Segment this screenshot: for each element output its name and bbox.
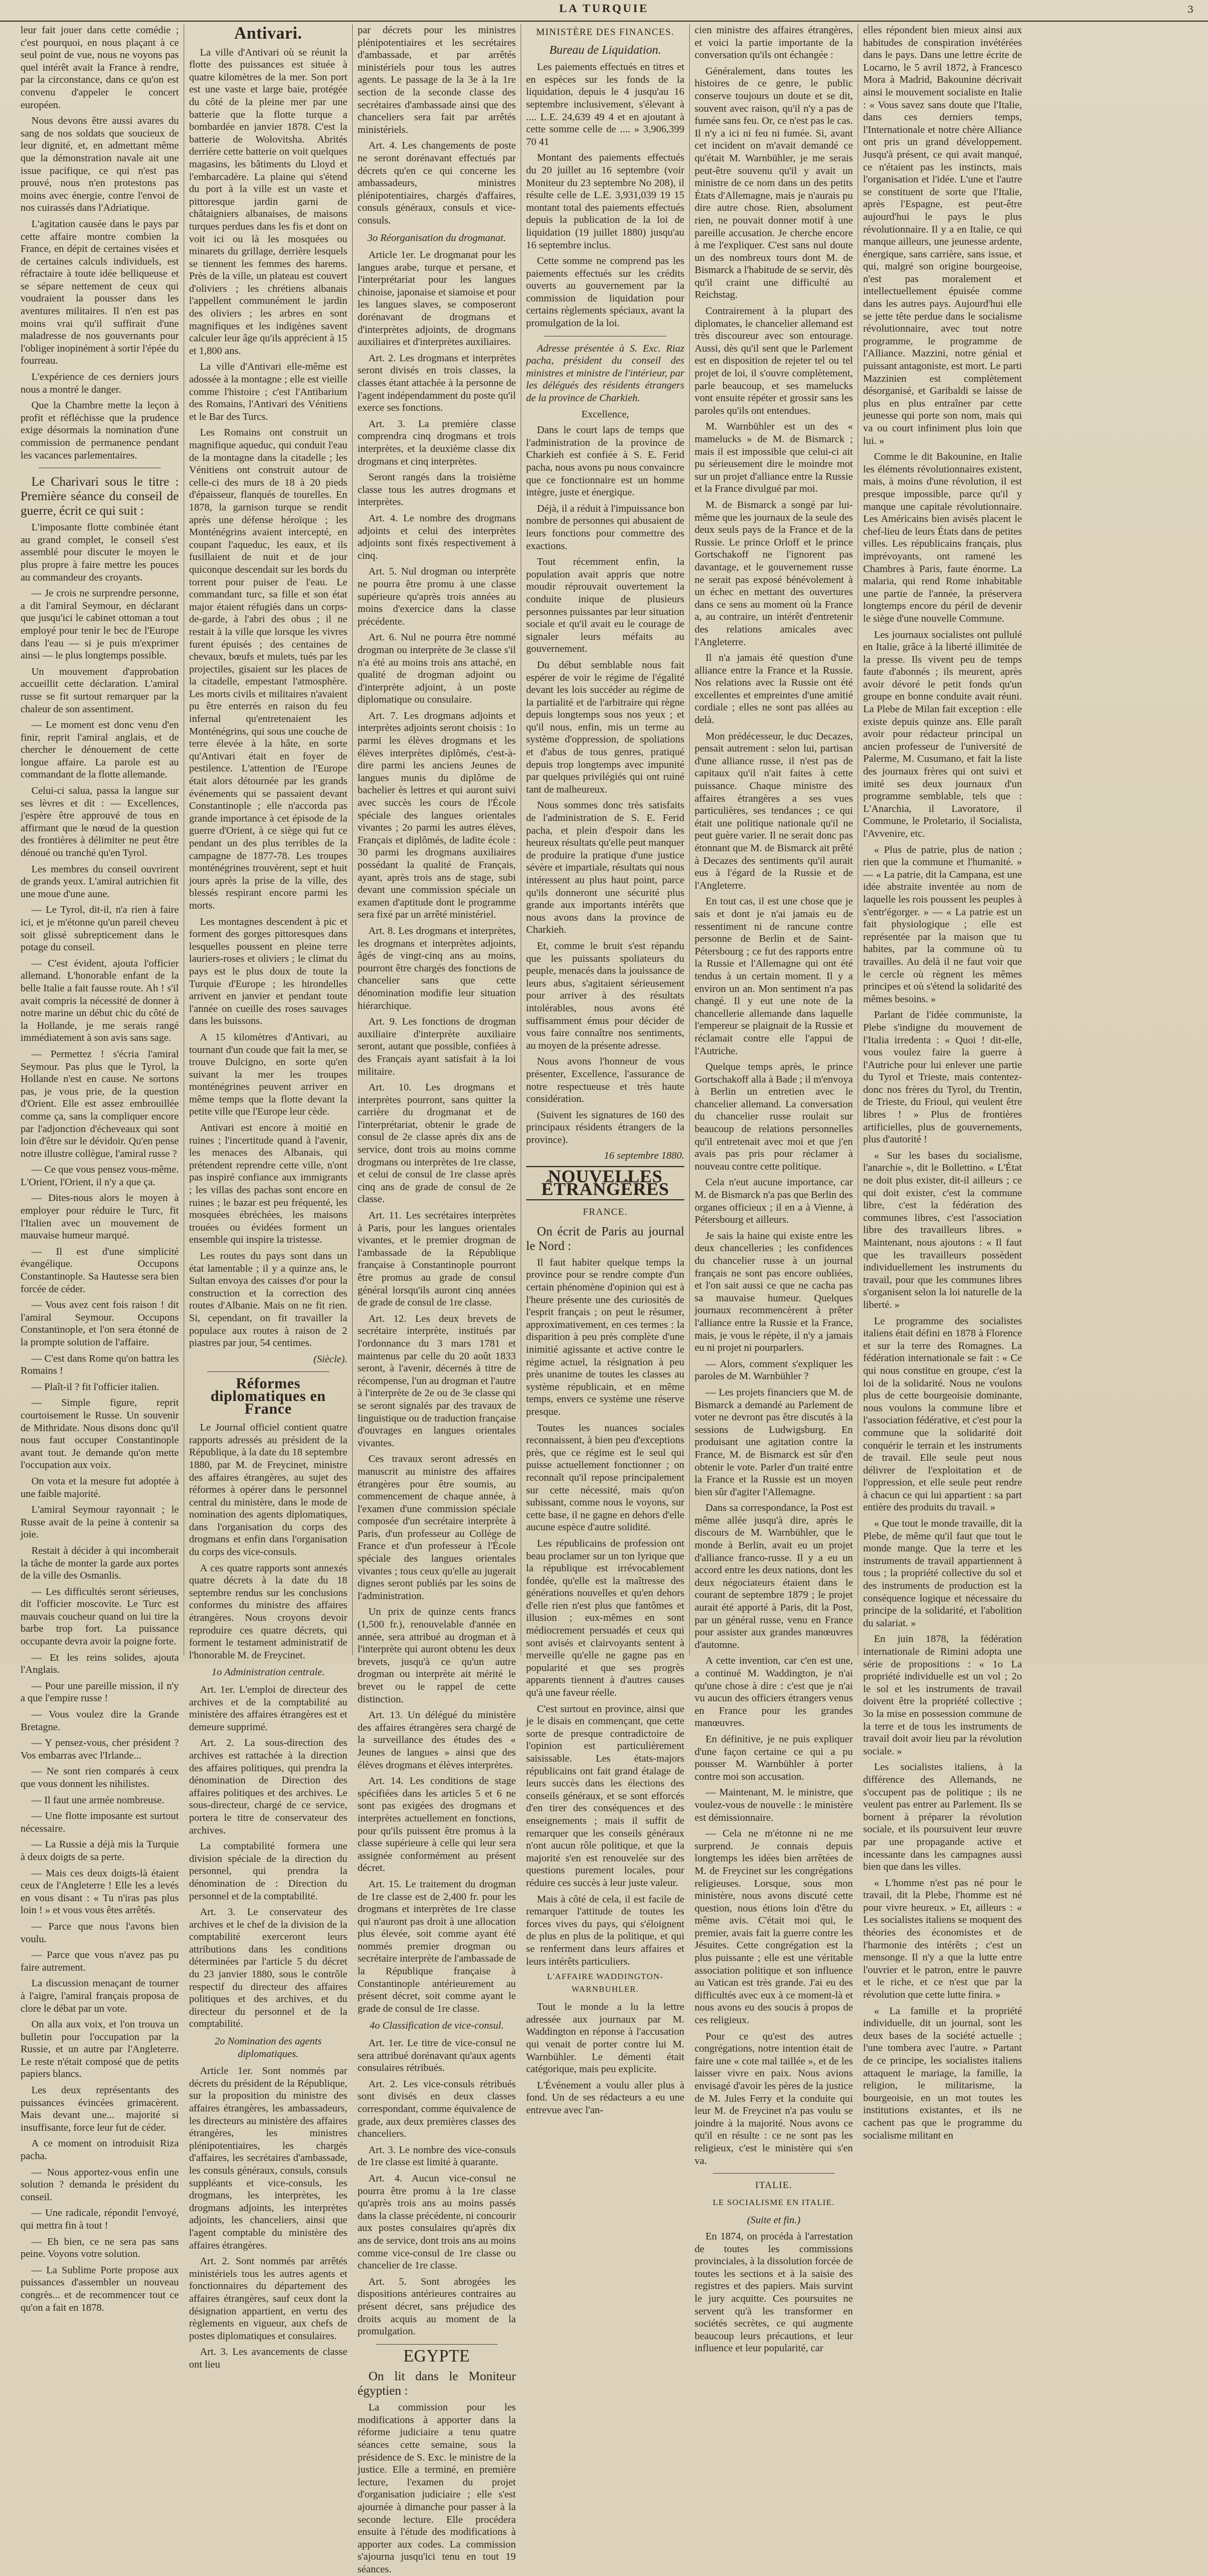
paragraph: Le Journal officiel contient quatre rapports adressés au président de la République, à la date du 18 septembre 1880, par M. de Freycinet, ministre des affaires étrangères, au sujet des réformes à opérer dans le personnel central du ministère, dans le mode de nomination des agents diplomatiques, dans l'organisation du corps des drogmans et enfin dans l'organisation du corps des vice-consuls. bbox=[189, 1422, 347, 1558]
paragraph: M. Warnbühler est un des « mamelucks » de M. de Bismarck ; mais il est impossible que celui-ci ait pu sérieusement dire le moindre mot sur un projet d'alliance entre la Russie et la France divulgué par moi. bbox=[695, 420, 853, 495]
masthead bbox=[0, 0, 1208, 22]
paragraph: — Je crois ne surprendre personne, a dit l'amiral Seymour, en déclarant que jusqu'ici le cabinet ottoman a tout employé pour tenir le bec de l'Europe dans l'eau — si je puis m'exprimer ainsi — le plus longtemps possible. bbox=[21, 587, 179, 662]
paragraph: Les socialistes italiens, à la différence des Allemands, ne s'occupent pas de politique ; ils ne veulent pas entrer au Parlement. Ils se bornent à préparer la révolution sociale, et ils poursuivent leur œuvre par une propagande active et incessante dans les campagnes aussi bien que dans les villes. bbox=[863, 1761, 1022, 1873]
page-number: 3 bbox=[1187, 4, 1194, 15]
paragraph: Dans sa correspondance, la Post est même allée jusqu'à dire, après le discours de M. Warnbühler, que le monde à Berlin, avait eu un projet d'alliance franco-russe. Il y a eu un accord entre les deux nations, dont les deux négociateurs étaient dans le courant de septembre 1879 ; le projet aurait été apporté à Paris, dit la Post, par un général russe, venu en France pour assister aux grandes manœuvres d'automne. bbox=[695, 1502, 853, 1650]
paragraph: Les Romains ont construit un magnifique aqueduc, qui conduit l'eau de la montagne dans la citadelle ; les Vénitiens ont construit autour de celle-ci des murs de 18 à 20 pieds d'épaisseur, flanqués de tourelles. En 1878, la garnison turque se rendit après une défense héroïque ; les Monténégrins avaient intercepté, en coupant l'aqueduc, les eaux, et ils fusillaient de nuit et de jour quiconque descendait sur les bords du torrent pour puiser de l'eau. Le commandant turc, sa fille et son état major étaient réfugiés dans un corps-de-garde, à l'abri des obus ; il ne restait à la ville que lorsque les vivres furent épuisés ; des centaines de chevaux, bœufs et mulets, tués par les projectiles, gisaient sur les places de la citadelle, empestant l'atmosphère. Les morts civils et militaires n'avaient pu être enterrés en raison du feu infernal qu'entretenaient les Monténégrins, qui sous une couche de terre élevée à la hâte, en sorte qu'Antivari était en foyer de pestilence. L'attention de l'Europe était alors détournée par les grands événements qui se passaient devant Constantinople ; elle n'accorda pas grande importance à cet épisode de la guerre d'Orient, à ce siège qui fut ce pendant un des plus terribles de la campagne de 1877-78. Les troupes monténégrines trouvèrent, sept et huit jours après la prise de la ville, des blessés respirant encore parmi les morts. bbox=[189, 427, 347, 911]
paragraph: Les républicains de profession ont beau proclamer sur un ton lyrique que la république est irrévocablement fondée, qu'elle est la maîtresse des générations nouvelles et qu'en dehors d'elle rien n'est plus que fantômes et illusion ; eux-mêmes en sont médiocrement persuadés et ceux qui sont avisés et clairvoyants sentent à merveille qu'elle ne gagne pas en popularité et que ses progrès apparents tiennent à d'autres causes qu'à une faveur réelle. bbox=[526, 1537, 684, 1699]
paragraph: — Et les reins solides, ajouta l'Anglais. bbox=[21, 1651, 179, 1676]
paragraph: — Nous apportez-vous enfin une solution ? demanda le président du conseil. bbox=[21, 2166, 179, 2203]
paragraph: Montant des paiements effectués du 20 juillet au 16 septembre (voir Moniteur du 23 septembre No 208), il résulte celle de L.E. 3,931,039 19 15 montant total des paiements effectués depuis la publication de la loi de liquidation (19 juillet 1880) jusqu'au 16 septembre inclus. bbox=[526, 152, 684, 251]
paragraph: — Vous avez cent fois raison ! dit l'amiral Seymour. Occupons Constantinople, et l'on sera étonné de la prompte solution de l'affaire. bbox=[21, 1299, 179, 1348]
columns bbox=[16, 24, 1197, 2575]
paragraph: Toutes les nuances sociales reconnaissent, à bien peu d'exceptions près, que ce régime est le seul qui puisse actuellement fonctionner ; on reconnaît qu'il repose principalement sur cette nécessité, mais qu'on subissant, comme nous le voyons, sur cette base, il ne gagne en dehors d'elle aucune espèce d'autre solidité. bbox=[526, 1422, 684, 1533]
column-4 bbox=[521, 24, 690, 2116]
paragraph: En tout cas, il est une chose que je sais et dont je n'ai jamais eu de ressentiment ni de rancune contre personne de Berlin et de Saint-Pétersbourg ; ce fut des rapports entre la Russie et l'Allemagne qui ont été tendus à un certain moment. Il y a environ un an. Mon sentiment n'a pas changé. Il y eut une note de la chancellerie allemande dans laquelle l'empereur se plaignait de la Russie et réclamait contre elle l'appui de l'Autriche. bbox=[695, 895, 853, 1057]
paragraph: L'expérience de ces derniers jours nous a montré le danger. bbox=[21, 371, 179, 395]
paragraph: — Ce que vous pensez vous-même. L'Orient, l'Orient, il n'y a que ça. bbox=[21, 1164, 179, 1188]
paragraph: Les montagnes descendent à pic et forment des gorges pittoresques dans lesquelles poussent en pleine terre lauriers-roses et oliviers ; le climat du pays est le plus doux de toute la Turquie d'Europe ; les hirondelles arrivent en janvier et pendant toute l'année on cueille des roses sauvages dans les buissons. bbox=[189, 915, 347, 1027]
subheading: 1o Administration centrale. bbox=[211, 1666, 325, 1678]
paragraph: Art. 4. Les changements de poste ne seront dorénavant effectués par décrets qu'en ce qui concerne les ambassadeurs, ministres plénipotentiaires, chargés d'affaires, consuls généraux, consuls et vice-consuls. bbox=[358, 140, 516, 226]
paragraph: — Le Tyrol, dit-il, n'a rien à faire ici, et je m'étonne qu'un pareil cheveu soit glissé subrepticement dans le potage du conseil. bbox=[21, 904, 179, 953]
subheading: 3o Réorganisation du drogmanat. bbox=[367, 231, 506, 243]
paragraph: — Ne sont rien comparés à ceux que vous donnent les nihilistes. bbox=[21, 1765, 179, 1789]
paragraph: Art. 13. Un délégué du ministère des affaires étrangères sera chargé de la surveillance des études des « Jeunes de langues » ainsi que des élèves drogmans et élèves interprètes. bbox=[358, 1709, 516, 1771]
paragraph: elles répondent bien mieux ainsi aux habitudes de conspiration invétérées dans le pays. Dans une lettre écrite de Locarno, le 5 avril 1872, à Francesco Mora à Madrid, Bakounine décrivait ainsi le mouvement socialiste en Italie : « Vous savez sans doute que l'Italie, dans ces derniers temps, l'Internationale et notre chère Alliance ont pris un grand développement. Jusqu'à présent, ce qui avait manqué, ce n'étaient pas les instincts, mais l'organisation et l'idée. L'une et l'autre se constituent de sorte que l'Italie, après l'Espagne, est peut-être aujourd'hui le pays le plus révolutionnaire. Il y a en Italie, ce qui manque ailleurs, une jeunesse ardente, énergique, sans carrière, sans issue, et qui, malgré son origine bourgeoise, n'est pas moralement et intellectuellement épuisée comme dans les autres pays. Aujourd'hui elle se jette tête perdue dans le socialisme révolutionnaire, avec tout notre programme, le programme de l'Alliance. Mazzini, notre génial et puissant antagoniste, est mort. Le parti Mazzinien est complètement désorganisé, et Garibaldi se laisse de plus en plus entraîner par cette jeunesse qui porte son nom, mais qui va ou court infiniment plus loin que lui. » bbox=[863, 24, 1022, 446]
subheading-note: (Suite et fin.) bbox=[747, 2214, 801, 2226]
paragraph: Un prix de quinze cents francs (1,500 fr.), renouvelable d'année en année, sera attribué au drogman et à l'interprète qui auront obtenu les deux brevets, jusqu'à ce qu'un autre drogman ou interprète ait mérité le brevet ou le rappel de cette distinction. bbox=[358, 1606, 516, 1705]
paragraph: « Plus de patrie, plus de nation ; rien que la commune et l'humanité. » — « La patrie, dit la Campana, est une idée abstraite inventée au nom de laquelle les rois poussent les peuples à s'entr'égorger. » — « La patrie est un fait physiologique ; elle est représentée par la maison que tu habites, par la commune où tu travailles. Au delà il ne faut voir que le cercle où règnent les mêmes principes et où s'étend la solidarité des mêmes besoins. » bbox=[863, 843, 1022, 1005]
paragraph: Antivari est encore à moitié en ruines ; l'incertitude quand à l'avenir, les menaces des Albanais, qui prétendent reprendre cette ville, n'ont pas inspiré confiance aux immigrants ; les villas des pachas sont encore en ruines ; le bazar est peu fréquenté, les mosquées ébréchées, les maisons trouées ou évidées forment un ensemble qui inspire la tristesse. bbox=[189, 1122, 347, 1246]
paragraph: Les membres du conseil ouvrirent de grands yeux. L'amiral autrichien fit une moue d'une aune. bbox=[21, 863, 179, 900]
paragraph: En définitive, je ne puis expliquer d'une façon certaine ce qui a pu pousser M. Warnbühler à porter contre moi son accusation. bbox=[695, 1733, 853, 1782]
paragraph: — La Sublime Porte propose aux puissances d'assembler un nouveau congrès... et de recommencer tout ce qu'on a fait en 1878. bbox=[21, 2264, 179, 2313]
paragraph: leur fait jouer dans cette comédie ; c'est pourquoi, en nous plaçant à ce seul point de vue, nous ne voyons pas quel intérêt avait la France à rendre, par la circonstance, dans ce qu'on est convenu d'appeler le concert européen. bbox=[21, 24, 179, 111]
subheading: L'AFFAIRE WADDINGTON-WARNBUHLER. bbox=[547, 1972, 664, 1994]
paragraph: — Les difficultés seront sérieuses, dit l'officier moscovite. Le Turc est mauvais coucheur quand on lui tire la barbe trop fort. La puissance occupante devra avoir la poigne forte. bbox=[21, 1585, 179, 1647]
lead-paragraph: On écrit de Paris au journal le Nord : bbox=[526, 1223, 684, 1253]
paragraph: Cela n'eut aucune importance, car M. de Bismarck n'a pas que Berlin des organes officieux ; il en a à Vienne, à Pétersbourg et ailleurs. bbox=[695, 1176, 853, 1226]
paragraph: Art. 11. Les secrétaires interprètes à Paris, pour les langues orientales vivantes, et le premier drogman de l'ambassade de la République française à Constantinople pourront être promus au grade de consul général lorsqu'ils auront cinq années de grade de consul de 1re classe. bbox=[358, 1209, 516, 1309]
paragraph: Contrairement à la plupart des diplomates, le chancelier allemand est très discoureur avec son entourage. Aussi, dès qu'il sent que le Parlement est en disposition de rejeter tel ou tel projet de loi, il s'ouvre complètement, parle beaucoup, et ses mamelucks vont ensuite répéter et grossir sans les paroles qu'ils ont entendues. bbox=[695, 305, 853, 416]
paragraph: — Plaît-il ? fit l'officier italien. bbox=[31, 1380, 159, 1393]
section-header: MINISTÈRE DES FINANCES. bbox=[536, 27, 675, 37]
paragraph: Quelque temps après, le prince Gortschakoff alla à Bade ; il m'envoya à Berlin un entretien avec le chancelier allemand. La conversation du chancelier russe roulait sur beaucoup de relations personnelles qu'il entretenait avec moi et que j'en avais pas pris pour réclamer à nouveau contre cette politique. bbox=[695, 1061, 853, 1172]
paragraph: par décrets pour les ministres plénipotentiaires et les secrétaires d'ambassade, et par arrêtés ministériels pour tous les autres agents. Le passage de la 3e à la 1re section de la seconde classe des secrétaires d'ambassade ainsi que des chanceliers sera fait par arrêtés ministériels. bbox=[358, 24, 516, 135]
paragraph: Art. 12. Les deux brevets de secrétaire interprète, institués par l'ordonnance du 3 mars 1781 et maintenus par celle du 20 août 1833 seront, à l'avenir, décernés à titre de récompense, l'un au drogman et l'autre à l'interprète de 2e ou de 3e classe qui se seront signalés par des travaux de linguistique ou de traduction française d'ouvrages en langues orientales vivantes. bbox=[358, 1312, 516, 1449]
paragraph: Comme le dit Bakounine, en Italie les éléments révolutionnaires existent, mais, à moins d'une révolution, il est presque impossible, parce qu'il y manque une capitale révolutionnaire. Les Américains bien avisés placent le chef-lieu de leurs États dans de petites villes. Les républicains français, plus imprévoyants, ont ramené les Chambres à Paris, faute énorme. La malaria, qui rend Rome inhabitable une partie de l'année, la préservera longtemps encore du péril de devenir le siège d'une nouvelle Commune. bbox=[863, 451, 1022, 624]
paragraph: Art. 8. Les drogmans et interprètes, les drogmans et interprètes adjoints, âgés de vingt-cinq ans au moins, pourront être chargés des fonctions de chancelier sans que cette dénomination modifie leur situation hiérarchique. bbox=[358, 924, 516, 1011]
paragraph: Le programme des socialistes italiens était défini en 1878 à Florence et sur la terre des Romagnes. La fédération internationale se fait : « Ce qui nous constitue en groupe, c'est la loi de la solidarité. Nous ne voulons plus de cette bourgeoisie dominante, nous voulons la commune libre et l'association fédérative, et c'est pour la commune que la solidarité doit conquérir le terrain et les instruments de travail. Elle seule peut nous délivrer de l'exploitation et de l'oppression, et elle seule peut rendre à chacun ce qui lui appartient : sa part entière des produits du travail. » bbox=[863, 1315, 1022, 1513]
paragraph: Art. 14. Les conditions de stage spécifiées dans les articles 5 et 6 ne sont pas exigées des drogmans et interprètes actuellement en fonctions, pour qu'ils puissent être promus à la classe supérieure à celle qui leur sera assignée conformément au présent décret. bbox=[358, 1775, 516, 1874]
paragraph: — La Russie a déjà mis la Turquie à deux doigts de sa perte. bbox=[21, 1838, 179, 1863]
paragraph: Pour ce qu'est des autres congrégations, notre intention était de faire une « cote mal taillée », et de les laisser vivre en paix. Nous avions envisagé d'avoir les pères de la justice de M. Jules Ferry et la conduite qui leur M. de Freycinet n'a pas voulu se joindre à la majorité. Nous avons ce qu'il en résulte : ce ne sont pas les religieux, c'est le ministère qui s'en va. bbox=[695, 2030, 853, 2166]
article-heading-egypte: EGYPTE bbox=[403, 2346, 471, 2366]
paragraph: Art. 2. Les drogmans et interprètes seront divisés en trois classes, la classes étant attachée à la personne de l'agent indépendamment du poste qu'il exerce ses fonctions. bbox=[358, 352, 516, 414]
column-6 bbox=[858, 24, 1027, 2141]
lead-paragraph: Le Charivari sous le titre : Première séance du conseil de guerre, écrit ce qui suit : bbox=[21, 474, 179, 518]
divider bbox=[713, 2173, 835, 2174]
newspaper-title: LA TURQUIE bbox=[559, 2, 649, 15]
paragraph: Il n'a jamais été question d'une alliance entre la France et la Russie. Nos relations avec la Russie ont été excellentes et empreintes d'une amitié cordiale ; elles ne sont pas allées au delà. bbox=[695, 652, 853, 726]
paragraph: — Mais ces deux doigts-là étaient ceux de l'Angleterre ! Elle les a levés en vous disant : « Tu n'iras pas plus loin ! » et vous vous êtes arrêtés. bbox=[21, 1867, 179, 1916]
column-1 bbox=[16, 24, 184, 2313]
paragraph: Art. 3. La première classe comprendra cinq drogmans et trois interprètes, et la deuxième classe dix drogmans et cinq interprètes. bbox=[358, 417, 516, 467]
paragraph: Art. 1er. L'emploi de directeur des archives et de la comptabilité au ministère des affaires étrangères est et demeure supprimé. bbox=[189, 1684, 347, 1733]
paragraph: (Suivent les signatures de 160 des principaux résidents étrangers de la province). bbox=[526, 1109, 684, 1145]
paragraph: En 1874, on procéda à l'arrestation de toutes les commissions provinciales, à la dissolution forcée de toutes les sections et à la saisie des registres et des papiers. Mais survint le jury acquitte. Ces poursuites ne servent qu'à les transformer en sociétés secrètes, ce qui augmente beaucoup leurs précautions, et leur influence et leur popularité, car bbox=[695, 2230, 853, 2354]
paragraph: Art. 6. Nul ne pourra être nommé drogman ou interprète de 3e classe s'il n'a été au moins trois ans attaché, en qualité de drogman adjoint ou d'interprète adjoint, à un poste diplomatique ou consulaire. bbox=[358, 631, 516, 706]
paragraph: — Parce que nous l'avons bien voulu. bbox=[21, 1920, 179, 1945]
paragraph: L'agitation causée dans le pays par cette affaire montre combien la France, en dépit de certaines visées et de certaines calculs individuels, est réfractaire à toute idée belliqueuse et se sépare nettement de ceux qui voudraient la pousser dans les aventures militaires. Il n'en est pas moins vrai qu'il suffirait d'une maladresse de nos gouvernants pour l'obliger inopinément à sortir l'épée du fourreau. bbox=[21, 217, 179, 367]
column-5 bbox=[690, 24, 858, 2354]
paragraph: Tout récemment enfin, la population avait appris que notre moudir réprouvait ouvertement la conduite inique de plusieurs personnes puissantes par leur situation sociale et qu'il avait eu le courage de signaler leurs méfaits au gouvernement. bbox=[526, 556, 684, 655]
paragraph: — Pour une pareille mission, il n'y a que l'empire russe ! bbox=[21, 1679, 179, 1704]
paragraph: Les journaux socialistes ont pullulé en Italie, grâce à la liberté illimitée de la presse. Ils vivent peu de temps faute d'abonnés ; ils meurent, après avoir dévoré le petit fonds qu'un groupe en bonne conduite avait réuni. La Plebe de Milan fait exception : elle existe depuis quinze ans. Elle paraît avoir pour rédacteur principal un ancien professeur de l'université de Palerme, M. Cusumano, et fait la liste des journaux frères qui ont suivi et imité ses deux journaux d'un programme semblable, tels que : L'Anarchia, il Lavoratore, il Commune, le Proletario, il Socialista, l'Avvenire, etc. bbox=[863, 628, 1022, 839]
paragraph: Les routes du pays sont dans un état lamentable ; il y a quinze ans, le Sultan envoya des caisses d'or pour la construction et la correction des routes d'Albanie. Mais on ne fit rien. Si, cependant, on fit travailler la populace aux routes à raison de 2 piastres par jour, 54 centimes. bbox=[189, 1250, 347, 1349]
subheading: 4o Classification de vice-consul. bbox=[370, 2020, 504, 2032]
paragraph: Tout le monde a lu la lettre adressée aux journaux par M. Waddington en réponse à l'accusation qui venait de porter contre lui M. Warnbühler. Le démenti était catégorique, mais peu explicite. bbox=[526, 2001, 684, 2075]
paragraph: Art. 1er. Le titre de vice-consul ne sera attribué dorénavant qu'aux agents consulaires rétribués. bbox=[358, 2037, 516, 2074]
paragraph: A ce moment on introduisit Riza pacha. bbox=[21, 2137, 179, 2162]
paragraph: Nous avons l'honneur de vous présenter, Excellence, l'assurance de notre respectueuse et très haute considération. bbox=[526, 1055, 684, 1105]
paragraph: Les deux représentants des puissances évincées grimacèrent. Mais devant une... majorité si insuffisante, force leur fut de céder. bbox=[21, 2084, 179, 2133]
paragraph: Un mouvement d'approbation accueillit cette déclaration. L'amiral russe se fit surtout remarquer par la chaleur de son assentiment. bbox=[21, 665, 179, 715]
paragraph: La ville d'Antivari où se réunit la flotte des puissances est située à quatre kilomètres de la mer. Son port est une vaste et large baie, protégée du côté de la pleine mer par une batterie que la flotte turque a bombardée en janvier 1878. C'est la batterie de Wolovitsha. Abrités derrière cette batterie on voit quelques magasins, les bâtiments du Lloyd et l'embarcadère. La plaine qui s'étend du port à la ville est un vaste et pittoresque jardin garni de châtaigniers albanaises, de maisons turques perdues dans les fis et dont on voit ici ou là les mosquées ou minarets du grillage, derrière lesquels se tiennent les femmes des harems. Près de la ville, un plateau est couvert d'oliviers ; les chrétiens albanais l'appellent communément le jardin des oliviers ; les arbres en sont magnifiques et les indigènes savent calculer leur âge qu'ils apprécient à 15 et 1,800 ans. bbox=[189, 46, 347, 356]
paragraph: « Sur les bases du socialisme, l'anarchie », dit le Bollettino. « L'État ne doit plus exister, dit-il ailleurs ; ce qui doit exister, c'est la commune libre, c'est la fédération des communes libres, c'est l'association libre des travailleurs libres. » Maintenant, nous ajoutons : « Il faut que les travailleurs possèdent individuellement les instruments du travail, pour que les communes libres s'organisent selon la loi naturelle de la liberté. » bbox=[863, 1149, 1022, 1310]
paragraph: Art. 3. Les avancements de classe ont lieu bbox=[189, 2346, 347, 2370]
paragraph: Cette somme ne comprend pas les paiements effectués sur les crédits ouverts au gouvernement par la commission de liquidation pour certains règlements spéciaux, avant la promulgation de la loi. bbox=[526, 255, 684, 329]
paragraph: — Le moment est donc venu d'en finir, reprit l'amiral anglais, et de chercher le dénouement de cette longue affaire. La parole est au commandant de la flotte allemande. bbox=[21, 719, 179, 781]
paragraph: Art. 2. Sont nommés par arrêtés ministériels tous les autres agents et fonctionnaires du département des affaires étrangères, sauf ceux dont la désignation appartient, en vertu des règlements en vigueur, aux chefs de postes diplomatiques et consulaires. bbox=[189, 2255, 347, 2342]
paragraph: En juin 1878, la fédération internationale de Rimini adopta une série de propositions : « 1o La propriété individuelle est un vol ; 2o le sol et les instruments de travail doivent être la propriété collective ; 3o la mise en possession commune de la terre et de tous les instruments de travail doit avoir lieu par la révolution sociale. » bbox=[863, 1633, 1022, 1757]
paragraph: Dans le court laps de temps que l'administration de la province de Charkieh est confiée à S. E. Ferid pacha, nous avons pu nous convaincre que ce fonctionnaire est un homme intègre, juste et énergique. bbox=[526, 424, 684, 498]
paragraph: Généralement, dans toutes les histoires de ce genre, le public conserve toujours un doute et se dit, souvent avec raison, qu'il n'y a pas de fumée sans feu. Or, ce n'est pas le cas. Il n'y a ici ni feu ni fumée. Si, avant cet incident on m'avait demandé ce qu'était M. Warnbühler, je me serais peut-être souvenu qu'il y avait un ministre de ce nom dans un des petits États d'Allemagne, mais je n'aurais pu dire autre chose. Rien, absolument rien, ne pouvait donner motif à une pareille accusation. Je cherche encore à me l'expliquer. C'est sans nul doute un des nombreux tours dont M. de Bismarck a l'habitude de se servir, dès qu'il craint une difficulté au Reichstag. bbox=[695, 65, 853, 301]
paragraph: Celui-ci salua, passa la langue sur ses lèvres et dit : — Excellences, j'espère être approuvé de tous en affirmant que le nœud de la question des frontières à délimiter ne peut être dénoué ou tranché qu'en Tyrol. bbox=[21, 785, 179, 859]
paragraph: M. de Bismarck a songé par lui-même que les journaux de la seule des deux seuls pays de la France et de la Russie. Le prince Orloff et le prince Gortschakoff ne l'ignorent pas davantage, et le gouvernement russe ne serait pas exposé bénévolement à un échec en mettant des ouvertures dans ce sens au moment où la France a, au contraire, un intérêt d'entretenir des relations amicales avec l'Angleterre. bbox=[695, 498, 853, 648]
paragraph: — Simple figure, reprit courtoisement le Russe. Un souvenir de Mithridate. Nous disons donc qu'il nous faut occuper Constantinople avant tout. Je demande qu'on mette l'occupation aux voix. bbox=[21, 1397, 179, 1471]
paragraph: — Dites-nous alors le moyen à employer pour réduire le Turc, fit l'Italien avec un mouvement de mauvaise humeur marqué. bbox=[21, 1192, 179, 1241]
paragraph: Du début semblable nous fait espérer de voir le régime de l'égalité devant les lois succéder au régime de la partialité et de l'arbitraire qui règne depuis longtemps sous nos yeux ; et qu'il nous, enfin, mis un terme au système d'oppression, de spoliations et d'abus de tous genres, pratiqué depuis trop longtemps avec impunité par quelques privilégiés qui ont ruiné tant de malheureux. bbox=[526, 658, 684, 795]
paragraph: Adresse présentée à S. Exc. Riaz pacha, président du conseil des ministres et ministre de l'intérieur, par les délégués des résidents étrangers de la province de Charkieh. bbox=[526, 342, 684, 404]
paragraph: Article 1er. Le drogmanat pour les langues arabe, turque et persane, et l'interprétariat pour les langues chinoise, japonaise et siamoise et pour les langues slaves, se composeront dorénavant de drogmans et d'interprètes adjoints, de drogmans auxiliaires et d'interprètes auxiliaires. bbox=[358, 249, 516, 348]
section-heading-nouvelles-etrangeres: NOUVELLES ÉTRANGÈRES bbox=[526, 1166, 684, 1200]
paragraph: Art. 7. Les drogmans adjoints et interprètes adjoints seront choisis : 1o parmi les élèves drogmans et les élèves interprètes diplômés, c'est-à-dire parmi les anciens Jeunes de langues munis du diplôme de bachelier ès lettres et qui auront suivi avec succès les cours de l'École spéciale des langues orientales vivantes ; 2o parmi les autres élèves, Français et diplômés, de ladite école : 30 parmi les drogmans auxiliaires possédant la qualité de Français, ayant, après trois ans de stage, subi devant une commission spéciale un examen d'aptitude dont le programme sera fixé par un arrêté ministériel. bbox=[358, 709, 516, 921]
paragraph: La comptabilité formera une division spéciale de la direction du personnel, qui prendra la dénomination de : Direction du personnel et de la comptabilité. bbox=[189, 1840, 347, 1902]
paragraph: Art. 3. Le nombre des vice-consuls de 1re classe est limité à quarante. bbox=[358, 2143, 516, 2168]
paragraph: — Cela ne m'étonne ni ne me surprend. Je connais depuis longtemps les idées bien arrêtées de M. de Freycinet sur les congrégations religieuses. Lorsque, sous mon ministère, nous avons discuté cette question, nous étions loin d'être du même avis. C'était moi qui, le premier, avais fait la guerre contre les Jésuites. Cette congrégation est la plus puissante ; elle est une véritable association politique et son influence au Vatican est très grande. J'ai eu des difficultés avec eux à ce moment-là et nous avons eu des soucis à propos de ces religieux. bbox=[695, 1827, 853, 2026]
country-heading: FRANCE. bbox=[582, 1207, 628, 1218]
paragraph: — Vous voulez dire la Grande Bretagne. bbox=[21, 1708, 179, 1733]
paragraph: Art. 4. Le nombre des drogmans adjoints et celui des interprètes adjoints sont fixés respectivement à cinq. bbox=[358, 512, 516, 561]
paragraph: Mon prédécesseur, le duc Decazes, pensait autrement : selon lui, partisan d'une alliance russe, il n'est pas de capitaux qu'il n'ait faites à cette puissance. Chaque ministre des affaires étrangères a ses vues particulières, ses tendances ; ce qui était une politique nationale qu'il ne peut guère varier. Il ne serait donc pas étonnant que M. de Bismarck ait prêté à Decazes des sentiments qu'il aurait eus à l'égard de la Russie et de l'Angleterre. bbox=[695, 730, 853, 891]
paragraph: C'est surtout en province, ainsi que je le disais en commençant, que cette sorte de presque contradictoire de l'opinion est particulièrement saisissable. Les états-majors républicains ont fait grand étalage de leurs succès dans les élections des conseils généraux, et se sont efforcés d'en tirer des conséquences et des enseignements ; mais il suffit de remarquer que les conseils généraux n'ont aucun rôle politique, et que la majorité s'en est renouvelée sur des questions purement locales, pour réduire ces succès à leur juste valeur. bbox=[526, 1702, 684, 1889]
paragraph: cien ministre des affaires étrangères, et voici la partie importante de la conversation qu'ils ont échangée : bbox=[695, 24, 853, 61]
paragraph: L'imposante flotte combinée étant au grand complet, le conseil s'est assemblé pour discuter le moyen le plus propre à faire mettre les pouces au commandeur des croyants. bbox=[21, 521, 179, 583]
date: 16 septembre 1880. bbox=[604, 1150, 684, 1162]
paragraph: — Il est d'une simplicité évangélique. Occupons Constantinople. Sa Hautesse sera bien forcée de céder. bbox=[21, 1245, 179, 1295]
divider bbox=[207, 1371, 329, 1372]
paragraph: — Une radicale, répondit l'envoyé, qui mettra fin à tout ! bbox=[21, 2207, 179, 2231]
paragraph: Nous devons être aussi avares du sang de nos soldats que soucieux de leur dignité, et, en admettant même que la démonstration navale ait une issue pacifique, ce qui n'est pas prouvé, nous n'en protestons pas moins avec énergie, contre l'envoi de nos cuirassés dans l'Adriatique. bbox=[21, 115, 179, 214]
paragraph: Art. 5. Sont abrogées les dispositions antérieures contraires au présent décret, sans préjudice des droits acquis au moment de la promulgation. bbox=[358, 2275, 516, 2337]
paragraph: Déjà, il a réduit à l'impuissance bon nombre de personnes qui abusaient de leurs fonctions pour commettre des exactions. bbox=[526, 502, 684, 552]
column-2 bbox=[184, 24, 353, 2370]
paragraph: Art. 4. Aucun vice-consul ne pourra être promu à la 1re classe qu'après trois ans au moins passés dans la classe précédente, ni concourir aux postes consulaires qu'après dix ans de service, dont trois ans au moins comme vice-consul de 1re classe ou chancelier de 1re classe. bbox=[358, 2172, 516, 2272]
lead-paragraph: On lit dans le Moniteur égyptien : bbox=[358, 2369, 516, 2398]
subheading: Bureau de Liquidation. bbox=[549, 43, 661, 57]
paragraph: Art. 10. Les drogmans et interprètes pourront, sans quitter la carrière du drogmanat et de l'interprétariat, obtenir le grade de consul de 2e classe après dix ans de service, dont trois au moins comme drogmans ou interprètes de 1re classe, et celui de consul de 1re classe après cinq ans de grade de consul de 2e classe. bbox=[358, 1081, 516, 1205]
paragraph: Art. 2. La sous-direction des archives est rattachée à la direction des affaires politiques, qui prendra la dénomination de Direction des affaires politiques et des archives. Le sous-directeur, chargé de ce service, portera le titre de conservateur des archives. bbox=[189, 1737, 347, 1836]
paragraph: Il faut habiter quelque temps la province pour se rendre compte d'un certain phénomène d'opinion qui est à l'heure présente une des curiosités de l'esprit français ; on peut le résumer, approximativement, en ces termes : la disparition à peu près complète d'une inimitié agissante et active contre le régime actuel, la résignation à peu près unanime de toutes les classes au système républicain, et en même temps, envers ce système une réserve presque. bbox=[526, 1256, 684, 1417]
paragraph: A cette invention, car c'en est une, a continué M. Waddington, je n'ai qu'une chose à dire : c'est que je n'ai vu aucun des officiers étrangers venus en France pour les grandes manœuvres. bbox=[695, 1655, 853, 1729]
paragraph: — C'est dans Rome qu'on battra les Romains ! bbox=[21, 1352, 179, 1377]
paragraph: Nous sommes donc très satisfaits de l'administration de S. E. Ferid pacha, et plein d'espoir dans les heureux résultats qu'elle peut manquer de produire la pratique d'une justice sévère et impartiale, résultats qui nous intéressent au plus haut point, parce qu'ils donneront une sécurité plus grande aux importants intérêts que nous avons dans la province de Charkieh. bbox=[526, 799, 684, 936]
paragraph: Art. 9. Les fonctions de drogman auxiliaire d'interprète auxiliaire seront, autant que possible, confiées à des Français ayant satisfait à la loi militaire. bbox=[358, 1016, 516, 1077]
paragraph: La discussion menaçant de tourner à l'aigre, l'amiral français proposa de clore le débat par un vote. bbox=[21, 1977, 179, 2014]
paragraph: L'amiral Seymour rayonnait ; le Russe avait de la peine à contenir sa joie. bbox=[21, 1504, 179, 1541]
paragraph: A 15 kilomètres d'Antivari, au tournant d'un coude que fait la mer, se trouve Dulcigno, en sorte qu'en suivant la mer les troupes monténégrines peuvent arriver en même temps que la flotte devant la petite ville que l'Europe leur cède. bbox=[189, 1031, 347, 1118]
paragraph: « La famille et la propriété individuelle, dit un journal, sont les deux bases de la société actuelle ; l'une tombera avec l'autre. » Partant de ce principe, les socialistes italiens attaquent le mariage, la famille, la religion, le militarisme, la bourgeoisie, en un mot toutes les institutions existantes, et ils ne cachent pas que le programme du socialisme militant en bbox=[863, 2004, 1022, 2141]
paragraph: Ces travaux seront adressés en manuscrit au ministre des affaires étrangères pour être soumis, au commencement de chaque année, à l'examen d'une commission spéciale composée d'un secrétaire interprète à Paris, d'un professeur au Collège de France et d'un professeur à l'École spéciale des langues orientales vivantes ; tous ceux qu'elle au jugerait dignes seront publiés par les soins de l'administration. bbox=[358, 1453, 516, 1602]
country-heading: ITALIE. bbox=[755, 2180, 792, 2191]
salutation: Excellence, bbox=[581, 408, 629, 420]
article-heading-antivari: Antivari. bbox=[234, 24, 303, 43]
paragraph: Seront rangés dans la troisième classe tous les autres drogmans et interprètes. bbox=[358, 471, 516, 508]
article-heading-reformes: Réformes diplomatiques en France bbox=[210, 1376, 326, 1417]
subheading: LE SOCIALISME EN ITALIE. bbox=[713, 2198, 835, 2207]
column-3 bbox=[353, 24, 521, 2575]
paragraph: Art. 5. Nul drogman ou interprète ne pourra être promu à une classe supérieure qu'après trois années au moins d'exercice dans la classe précédente. bbox=[358, 565, 516, 627]
paragraph: Parlant de l'idée communiste, la Plebe s'indigne du mouvement de l'Italia irredenta : « Quoi ! dit-elle, vous voulez faire la guerre à l'Autriche pour lui enlever une partie du Tyrol et Trieste, mais contentez-donc nos frères du Tyrol, du Trentin, de Trieste, du Frioul, qui veulent être libres ! » Plus de frontières artificielles, plus de gouvernements, plus d'autorité ! bbox=[863, 1009, 1022, 1145]
paragraph: Je sais la haine qui existe entre les deux chancelleries ; les confidences du chancelier russe à un journal français ne sont pas encore oubliées, et l'on sait aussi ce que ne cacha pas sa mauvaise humeur. Quelques journaux recommencèrent à prêter l'alliance entre la Russie et la France, mais, je vous le répète, il n'y a jamais eu ni projet ni pourparlers. bbox=[695, 1229, 853, 1354]
paragraph: « L'homme n'est pas né pour le travail, dit la Plebe, l'homme est né pour vivre heureux. » Et, ailleurs : « Les socialistes italiens se moquent des théories des économistes et de l'harmonie des intérêts ; c'est un mensonge. Il n'y a que la lutte entre l'ouvrier et le patron, entre le pauvre et le riche, et ce n'est que par la révolution que cette lutte finira. » bbox=[863, 1876, 1022, 2001]
paragraph: On vota et la mesure fut adoptée à une faible majorité. bbox=[21, 1475, 179, 1499]
paragraph: — Permettez ! s'écria l'amiral Seymour. Pas plus que le Tyrol, la Hollande n'est en cause. Ne sortons pas, je vous prie, de la question d'Orient. Elle est assez embrouillée comme ça, sans la compliquer encore par l'adjonction d'écheveaux qui sont loin d'être sur le dévidoir. Qu'en pense notre illustre collègue, l'amiral russe ? bbox=[21, 1048, 179, 1159]
paragraph: Art. 2. Les vice-consuls rétribués sont divisés en deux classes correspondant, comme équivalence de grade, aux deux premières classes des chanceliers. bbox=[358, 2078, 516, 2140]
paragraph: — C'est évident, ajouta l'officier allemand. L'honorable enfant de la belle Italie a fait fausse route. Ah ! s'il avait compris la nécessité de donner à notre marine un début chic du côté de la Hollande, je me serais rangé immédiatement à son avis sans sage. bbox=[21, 957, 179, 1044]
paragraph: L'Événement a voulu aller plus à fond. Un de ses rédacteurs a eu une entrevue avec l'an- bbox=[526, 2079, 684, 2116]
paragraph: — Il faut une armée nombreuse. bbox=[31, 1794, 164, 1806]
source-signature: (Siècle). bbox=[313, 1353, 347, 1365]
paragraph: — Eh bien, ce ne sera pas sans peine. Voyons votre solution. bbox=[21, 2235, 179, 2260]
paragraph: Article 1er. Sont nommés par décrets du président de la République, sur la proposition du ministre des affaires étrangères, les ambassadeurs, les directeurs au ministère des affaires étrangères, les ministres plénipotentiaires, les chargés d'affaires, les secrétaires d'ambassade, les consuls généraux, consuls, consuls suppléants et vice-consuls, les drogmans, les interprètes, les drogmans adjoints, les interprètes adjoints, les chanceliers, ainsi que l'agent comptable du ministère des affaires étrangères. bbox=[189, 2065, 347, 2251]
paragraph: A ces quatre rapports sont annexés quatre décrets à la date du 18 septembre rendus sur les conclusions conformes du ministre des affaires étrangères. Nous croyons devoir reproduire ces quatre décrets, qui forment le testament administratif de l'honorable M. de Freycinet. bbox=[189, 1562, 347, 1661]
divider bbox=[376, 2344, 498, 2345]
paragraph: La ville d'Antivari elle-même est adossée à la montagne ; elle est vieille comme l'histoire ; c'est l'Antibarium des Romains, l'Antivari des Vénitiens et le Bar des Turcs. bbox=[189, 361, 347, 422]
paragraph: Mais à côté de cela, il est facile de remarquer l'attitude de toutes les forces vives du pays, qui s'éloignent de plus en plus de la politique, et qui se renferment dans leurs affaires et leurs intérêts particuliers. bbox=[526, 1893, 684, 1967]
paragraph: La commission pour les modifications à apporter dans la réforme judiciaire a tenu quatre séances cette semaine, sous la présidence de S. Exc. le ministre de la justice. Elle a terminé, en première lecture, l'examen du projet d'organisation judiciaire ; elle s'est ajournée à dimanche pour passer à la seconde lecture. Elle procédera ensuite à l'étude des modifications à apporter aux codes. La commission s'ajourna jusqu'ici tenu en tout 19 séances. bbox=[358, 2401, 516, 2575]
paragraph: Art. 3. Le conservateur des archives et le chef de la division de la comptabilité exerceront leurs attributions dans les conditions déterminées par l'article 5 du décret du 23 janvier 1880, sous le contrôle respectif du directeur des affaires politiques et des archives, et du directeur du personnel et de la comptabilité. bbox=[189, 1906, 347, 2030]
paragraph: Restait à décider à qui incomberait la tâche de monter la garde aux portes de la ville des Osmanlis. bbox=[21, 1544, 179, 1582]
paragraph: On alla aux voix, et l'on trouva un bulletin pour l'occupation par la Russie, et un autre par l'Angleterre. Le reste n'était composé que de petits papiers blancs. bbox=[21, 2018, 179, 2080]
paragraph: Les paiements effectués en titres et en espèces sur les fonds de la liquidation, depuis le 4 jusqu'au 16 septembre inclusivement, s'élevant à .... L.E. 24,639 49 4 et en ajoutant à cette somme celle de .... » 3,906,399 70 41 bbox=[526, 61, 684, 147]
paragraph: — Maintenant, M. le ministre, que voulez-vous de nouvelle : le ministère est démissionnaire. bbox=[695, 1786, 853, 1823]
paragraph: — Alors, comment s'expliquer les paroles de M. Warnbühler ? bbox=[695, 1357, 853, 1382]
paragraph: Art. 15. Le traitement du drogman de 1re classe est de 2,400 fr. pour les drogmans et interprètes de 1re classe qui n'auront pas droit à une allocation plus élevée, soit comme ayant été nommés premier drogman ou secrétaire interprète de l'ambassade de la République française à Constantinople antérieurement au présent décret, soit comme ayant le grade de consul de 1re classe. bbox=[358, 1878, 516, 2014]
paragraph: — Les projets financiers que M. de Bismarck a demandé au Parlement de voter ne devront pas être discutés à la sessions de Ludwigsburg. En produisant une agitation contre la France, M. de Bismarck est sûr d'en obtenir le vote. Parler d'un traité entre la France et la Russie est un moyen bien sûr d'agiter l'Allemagne. bbox=[695, 1386, 853, 1498]
paragraph: Que la Chambre mette la leçon à profit et réfléchisse que la prudence exige désormais la nomination d'une commission de permanence pendant les vacances parlementaires. bbox=[21, 399, 179, 461]
paragraph: — Y pensez-vous, cher président ? Vos embarras avec l'Irlande... bbox=[21, 1737, 179, 1761]
paragraph: « Que tout le monde travaille, dit la Plebe, de même qu'il faut que tout le monde mange. Que la terre et les instruments de travail appartiennent à tous ; la propriété collective du sol et des instruments de production est la conséquence logique et nécessaire du principe de la solidarité, et l'abolition du salariat. » bbox=[863, 1518, 1022, 1629]
paragraph: — Une flotte imposante est surtout nécessaire. bbox=[21, 1810, 179, 1834]
paragraph: Et, comme le bruit s'est répandu que les puissants spoliateurs du peuple, menacés dans la jouissance de leurs abus, s'agitaient sérieusement pour arriver à des résultats intolérables, nous avons été suffisamment émus pour décider de vous faire connaître nos sentiments, au moyen de la présente adresse. bbox=[526, 939, 684, 1051]
paragraph: — Parce que vous n'avez pas pu faire autrement. bbox=[21, 1949, 179, 1973]
subheading: 2o Nomination des agents diplomatiques. bbox=[214, 2035, 322, 2059]
